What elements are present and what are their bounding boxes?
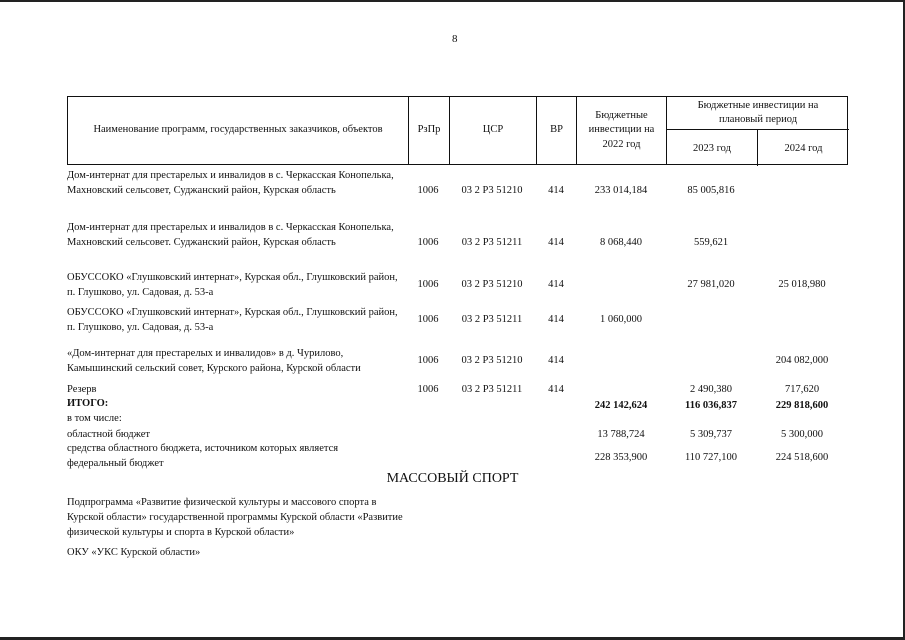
header-vr: ВР xyxy=(537,97,577,164)
row-rzpr: 1006 xyxy=(417,185,439,196)
row-csr: 03 2 Р3 51211 xyxy=(461,384,523,395)
total-2024: 229 818,600 xyxy=(775,400,829,411)
row-rzpr: 1006 xyxy=(417,279,439,290)
row-vr: 414 xyxy=(548,237,564,248)
row-csr: 03 2 Р3 51210 xyxy=(461,355,523,366)
row-2024: 204 082,000 xyxy=(775,355,829,366)
row-vr: 414 xyxy=(548,185,564,196)
row-rzpr: 1006 xyxy=(417,355,439,366)
header-name: Наименование программ, государственных заказчиков, объектов xyxy=(68,97,409,164)
customer-text: ОКУ «УКС Курской области» xyxy=(67,547,201,558)
federal-2024: 224 518,600 xyxy=(775,452,829,463)
header-2023: 2023 год xyxy=(667,129,758,166)
section-title: МАССОВЫЙ СПОРТ xyxy=(386,471,519,486)
row-name: ОБУССОКО «Глушковский интернат», Курская обл., Глушковский район, п. Глушково, ул. Садовая, д. 53-а xyxy=(67,272,398,298)
subprogram-text: Подпрограмма «Развитие физической культуры и массового спорта в Курской области» государственной программы Курской области «Развитие физической культуры и спорта в Курской области» xyxy=(67,497,403,538)
row-rzpr: 1006 xyxy=(417,384,439,395)
regional-2024: 5 300,000 xyxy=(781,429,823,440)
regional-2022: 13 788,724 xyxy=(597,429,645,440)
row-name: Дом-интернат для престарелых и инвалидов в с. Черкасская Конопелька, Махновский сельсовет. Суджанский район, Курская область xyxy=(67,222,394,248)
header-csr: ЦСР xyxy=(450,97,537,164)
row-csr: 03 2 Р3 51210 xyxy=(461,279,523,290)
row-2023: 559,621 xyxy=(693,237,729,248)
row-2023: 85 005,816 xyxy=(687,185,735,196)
header-inv-2022: Бюджетные инвестиции на 2022 год xyxy=(577,97,667,164)
scan-edge-top xyxy=(0,0,905,2)
row-2024: 25 018,980 xyxy=(778,279,826,290)
row-name: ОБУССОКО «Глушковский интернат», Курская обл., Глушковский район, п. Глушково, ул. Садовая, д. 53-а xyxy=(67,307,398,333)
including-label: в том числе: xyxy=(67,413,122,424)
regional-2023: 5 309,737 xyxy=(690,429,732,440)
row-name: Дом-интернат для престарелых и инвалидов в с. Черкасская Конопелька, Махновский сельсовет, Суджанский район, Курская область xyxy=(67,170,394,196)
federal-label: средства областного бюджета, источником которых является федеральный бюджет xyxy=(67,443,339,469)
row-2023: 2 490,380 xyxy=(690,384,732,395)
header-2024: 2024 год xyxy=(758,129,849,166)
row-csr: 03 2 Р3 51211 xyxy=(461,237,523,248)
row-rzpr: 1006 xyxy=(417,237,439,248)
total-2023: 116 036,837 xyxy=(685,400,737,411)
row-vr: 414 xyxy=(548,314,564,325)
regional-label: областной бюджет xyxy=(67,429,150,440)
federal-2022: 228 353,900 xyxy=(594,452,648,463)
header-rzpr: РзПр xyxy=(409,97,450,164)
row-name: «Дом-интернат для престарелых и инвалидов» в д. Чуриловo, Камышинский сельский совет, Курского района, Курской области xyxy=(67,348,361,374)
row-rzpr: 1006 xyxy=(417,314,439,325)
row-2022: 1 060,000 xyxy=(600,314,642,325)
table-header xyxy=(67,96,848,165)
total-label: ИТОГО: xyxy=(67,398,109,409)
row-2024: 717,620 xyxy=(784,384,820,395)
row-vr: 414 xyxy=(548,384,564,395)
federal-2023: 110 727,100 xyxy=(684,452,738,463)
row-2023: 27 981,020 xyxy=(687,279,735,290)
row-name: Резерв xyxy=(67,384,97,395)
row-csr: 03 2 Р3 51210 xyxy=(461,185,523,196)
row-2022: 233 014,184 xyxy=(594,185,648,196)
row-2022: 8 068,440 xyxy=(600,237,642,248)
row-vr: 414 xyxy=(548,279,564,290)
row-vr: 414 xyxy=(548,355,564,366)
total-2022: 242 142,624 xyxy=(594,400,648,411)
row-csr: 03 2 Р3 51211 xyxy=(461,314,523,325)
page-number: 8 xyxy=(452,33,458,45)
header-planned-period: Бюджетные инвестиции на плановый период xyxy=(697,99,819,125)
